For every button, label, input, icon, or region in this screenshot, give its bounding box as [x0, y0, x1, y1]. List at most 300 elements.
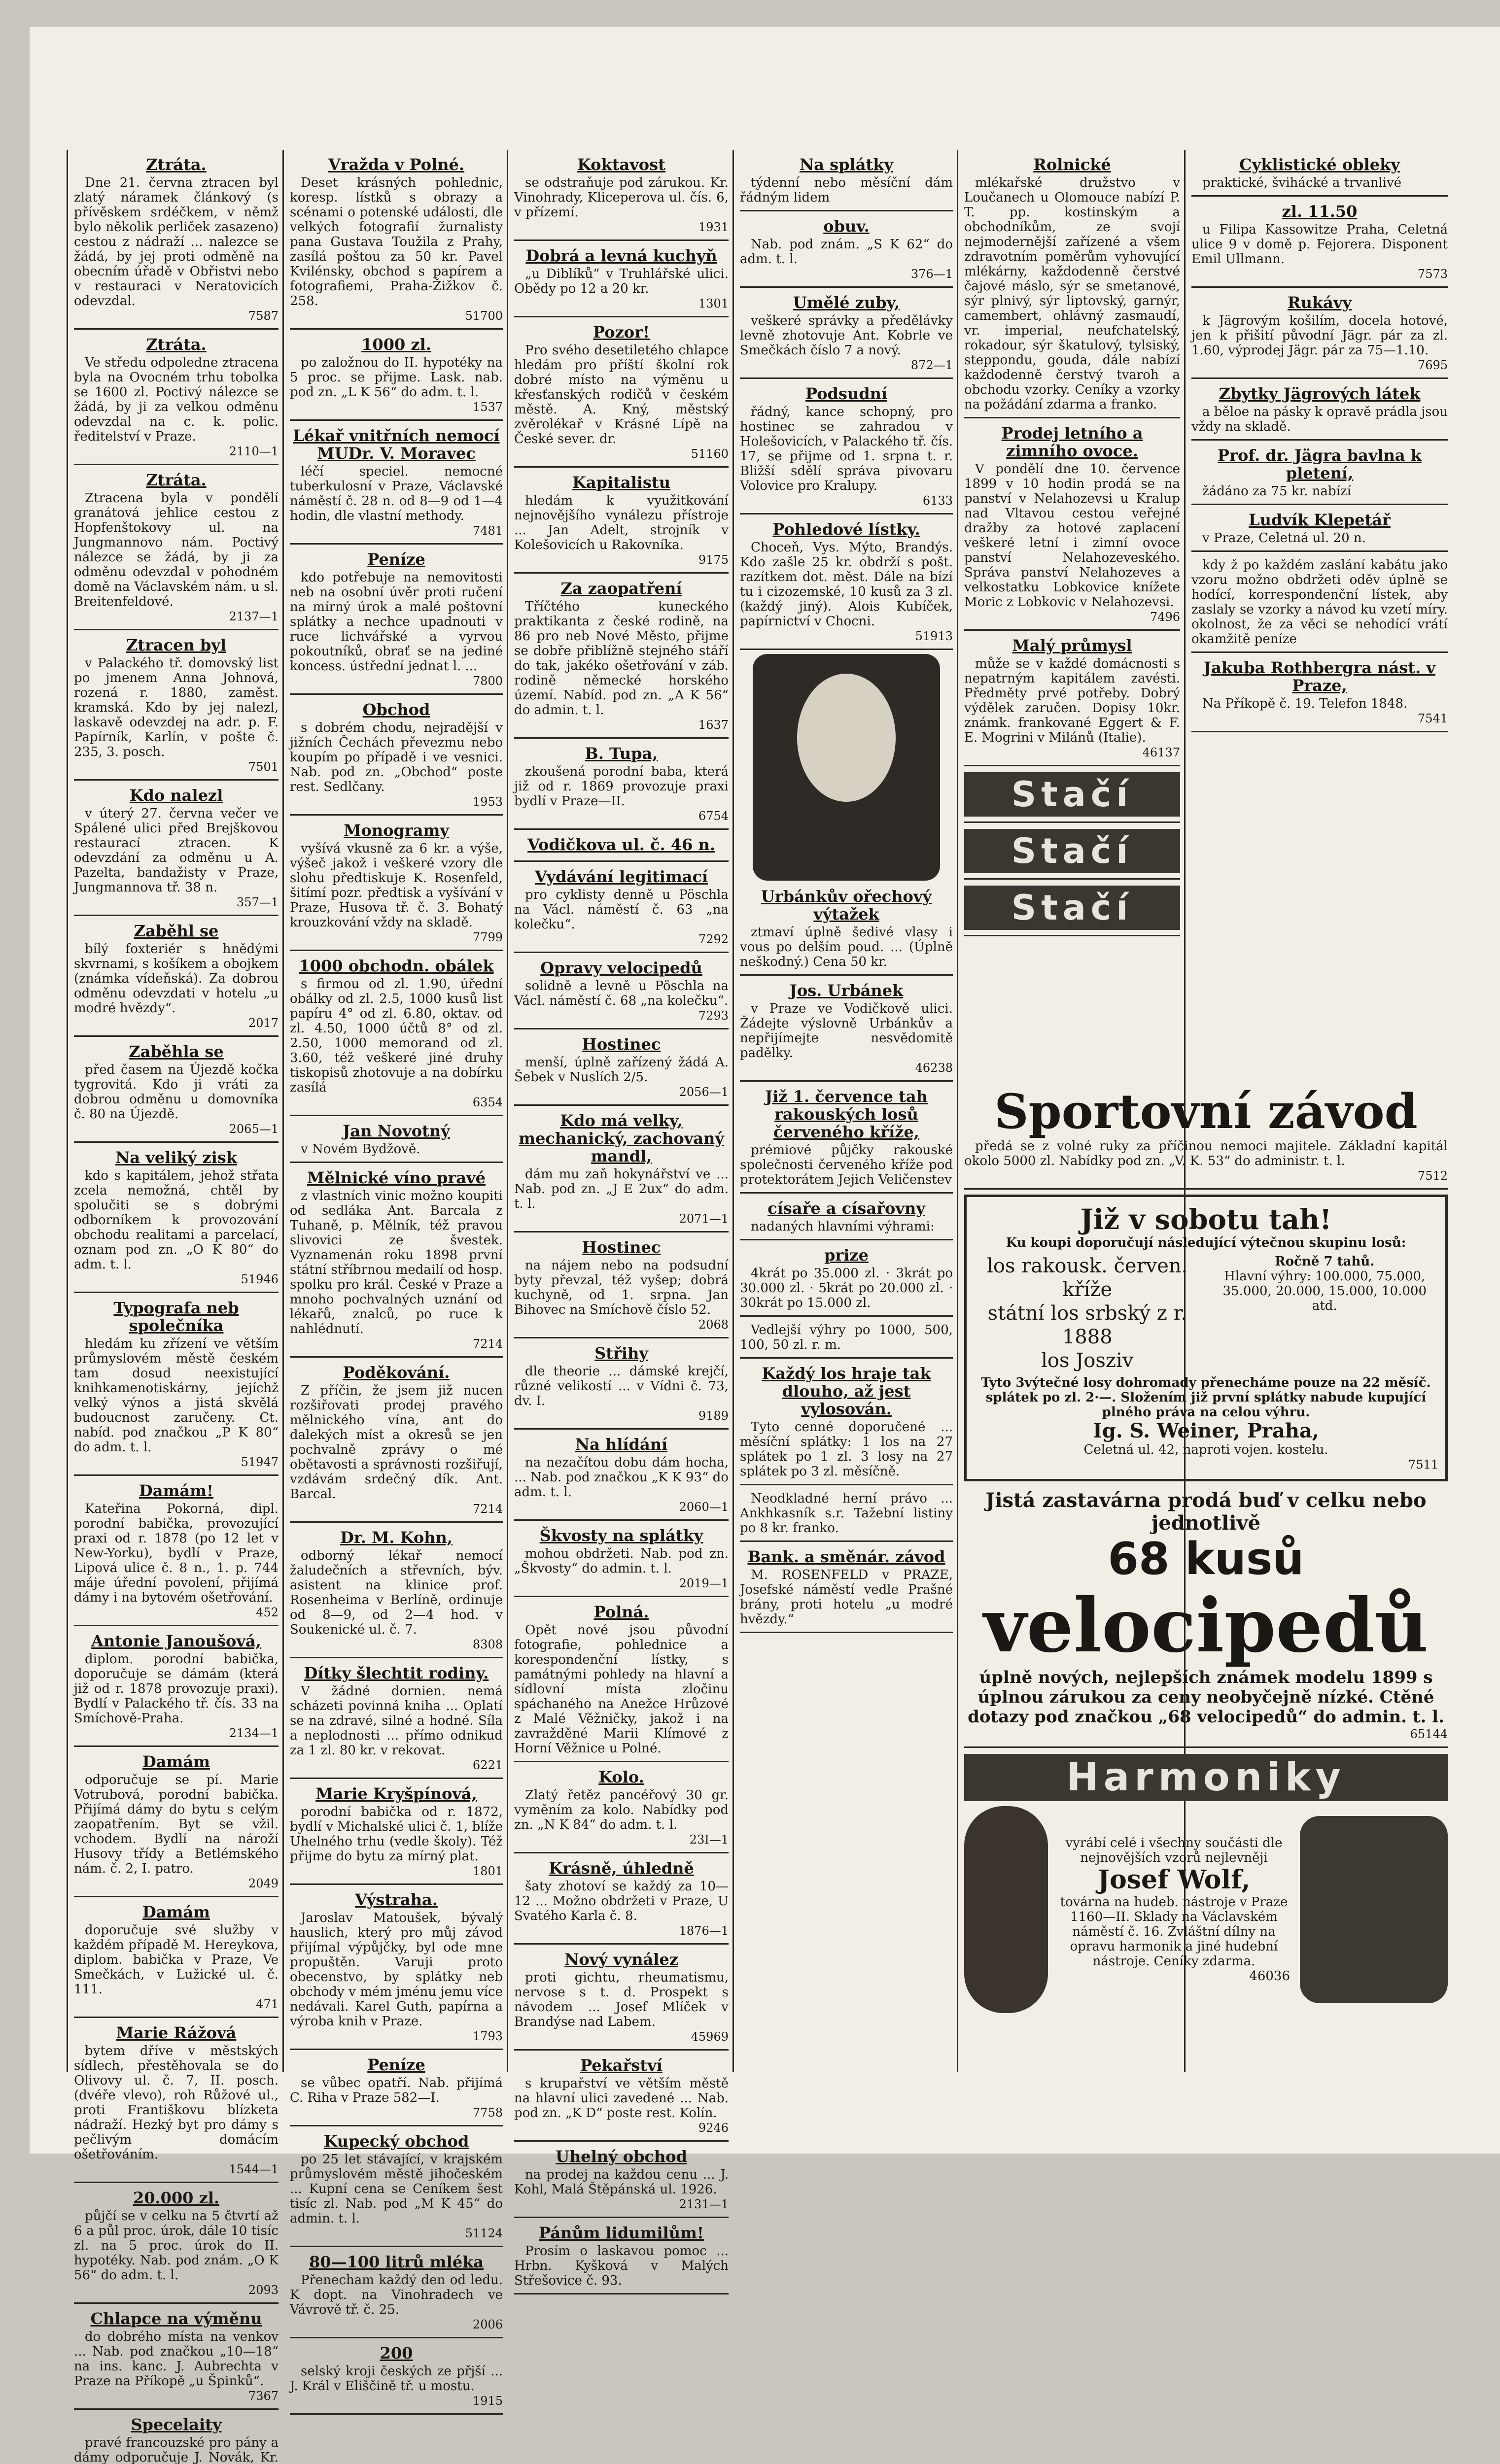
classified-ad [74, 2307, 279, 2410]
ad-number: 7800 [472, 674, 503, 688]
ad-body: v úterý 27. června večer ve Spálené ulici před Brejškovou restaurací ztracen. K odevzdání za odměnu u A. Pazelta, bandažisty v Praze, Jungmannova tř. 38 n. [74, 806, 279, 895]
classified-ad [290, 1888, 503, 2050]
ad-number: 2065—1 [229, 1122, 279, 1136]
ad-body: žádáno za 75 kr. nabízí [1202, 484, 1351, 499]
ad-body: „u Diblíků“ v Truhlářské ulici. Obědy po 12 a 20 kr. [514, 267, 729, 296]
classified-ad [290, 1526, 503, 1658]
ad-body: hledám ku zřízení ve větším průmyslovém městě českém tam dosud neexistující knihkamenotiskárny, jejíchž velký výnos a jistá skvělá budoucnost zaručeny. Ct. nabíd. pod značkou „P K 80“ do adm. t. l. [74, 1336, 279, 1455]
classified-ad [290, 954, 503, 1116]
classified-ad [290, 2250, 503, 2338]
ad-body: veškeré správky a předělávky levně zhotovuje Ant. Kobrle ve Smečkách číslo 7 a nový. [740, 313, 953, 358]
classified-ad [74, 1900, 279, 2018]
ad-heading: Zbytky Jägrových látek [1219, 384, 1421, 403]
classified-ad [1191, 200, 1448, 288]
classified-ad [74, 633, 279, 781]
ad-body: bílý foxteriér s hnědými skvrnami, s košíkem a obojkem (známka vídeňská). Za dobrou odměnu odevzdati v hotelu „u modré hvězdy“. [74, 942, 279, 1016]
ad-number: 1537 [472, 400, 503, 414]
ad-body: Neodkladné herní právo ... Ankhkasník s.r. Tažební listiny po 8 kr. franko. [740, 1491, 953, 1536]
ad-body: 4krát po 35.000 zl. · 3krát po 30.000 zl. · 5krát po 20.000 zl. · 30krát po 15.000 zl. [740, 1266, 953, 1310]
ad-heading: Specelaity [131, 2415, 222, 2434]
ad-body: mohou obdržeti. Nab. pod zn. „Škvosty“ do admin. t. l. [514, 1546, 729, 1576]
sport-body: předá se z volné ruky za příčinou nemoci majitele. Základní kapitál okolo 5000 zl. Nabídky pod zn. „V. K. 53“ do administr. t. l. [964, 1139, 1448, 1168]
ad-body: prémiové půjčky rakouské společnosti červeného kříže pod protektorátem Jejich Veličenstev [740, 1143, 953, 1187]
ad-heading: Koktavost [577, 155, 665, 174]
classified-ad [740, 885, 953, 976]
classified-ad [514, 471, 729, 574]
classified-ad [514, 320, 729, 468]
ad-number: 2131—1 [679, 2197, 729, 2211]
ad-body: Deset krásných pohlednic, koresp. lístků s obrazy a scénami o potenské události, dle velkých fotografií žurnalisty pana Gustava Toužila z Prahy, zasílá poštou za 50 kr. Pavel Kvilénsky, obchod s papírem a fotografiemi, Praha-Žižkov č. 258. [290, 175, 503, 308]
ad-number: 51124 [465, 2226, 503, 2240]
sport-num: 7512 [1417, 1169, 1448, 1183]
ad-heading: Škvosty na splátky [539, 1526, 703, 1545]
classified-ad [514, 244, 729, 317]
ad-number: 6133 [922, 494, 953, 508]
ad-body: Pro svého desetiletého chlapce hledám pro příští školní rok dobré místo na výměnu u křesťanských rodičů v českém městě. A. Kný, městský zvěrolékař v Krásné Lípě na České sever. dr. [514, 343, 729, 446]
ad-heading: Bank. a směnár. závod [747, 1547, 945, 1566]
ad-heading: Ludvík Klepetář [1249, 511, 1391, 529]
ad-heading: 1000 obchodn. obálek [299, 957, 494, 975]
classified-ad [290, 2129, 503, 2247]
ad-body: na nájem nebo na podsudní byty převzal, též vyšep; dobrá kuchyně, od 1. srpna. Jan Bihovec na Smíchově číslo 52. [514, 1258, 729, 1317]
ad-heading: Kolo. [598, 1768, 644, 1786]
ad-heading: Marie Kryšpínová, [315, 1784, 477, 1803]
ad-heading: Polná. [593, 1603, 649, 1621]
ad-body: na nezačítou dobu dám hocha, ... Nab. pod značkou „K K 93“ do adm. t. l. [514, 1455, 729, 1500]
ad-number: 2110—1 [229, 445, 279, 458]
ad-number: 2093 [248, 2283, 279, 2297]
ad-body: Na Příkopě č. 19. Telefon 1848. [1202, 696, 1408, 711]
ad-heading: Zaběhla se [129, 1042, 224, 1061]
ad-body: Z příčin, že jsem již nucen rozšiřovati prodej pravého mělnického vína, ant do dalekých míst a okresů se jen pochvalně zprávy o mé obětavosti a správnosti rozšiřují, vzdávám srdečný dík. Ant. Barcal. [290, 1383, 503, 1502]
ad-body: dám mu zaň hokynářství ve ... Nab. pod zn. „J E 2ux“ do adm. t. l. [514, 1167, 729, 1211]
ad-number: 1931 [698, 220, 729, 234]
classified-ad [514, 956, 729, 1029]
velo-num: 65144 [1410, 1727, 1448, 1741]
classified-ad [514, 1109, 729, 1232]
ad-heading: Vodičkova ul. č. 46 n. [527, 835, 715, 854]
ad-heading: Kupecký obchod [323, 2132, 469, 2151]
classified-ad [740, 214, 953, 288]
ad-heading: Urbánkův ořechový výtažek [761, 887, 932, 924]
ad-heading: Mělnické víno pravé [307, 1168, 486, 1187]
classified-ad [290, 2053, 503, 2126]
ad-body: řádný, kance schopný, pro hostinec se zahradou v Holešovicích, v Palackého tř. čís. 17, se přijme od 1. srpna t. r. Bližší sdělí správa pivovaru Volovice pro Kralupy. [740, 405, 953, 493]
classified-ad [74, 2021, 279, 2183]
classified-ad [514, 1856, 729, 1945]
ad-body: hledám k využitkování nejnovějšího vynálezu přístroje ... Jan Adelt, strojník v Kolešovicích u Rakovníka. [514, 493, 729, 552]
ad-heading: Pánům lidumilům! [539, 2224, 704, 2242]
classified-ad [74, 1479, 279, 1626]
ad-number: 51700 [465, 309, 503, 323]
ad-heading: Zaběhl se [134, 922, 219, 940]
ad-number: 6354 [472, 1095, 503, 1109]
classified-ad [514, 577, 729, 739]
classified-ad [74, 919, 279, 1037]
urbanek-portrait-illustration [753, 654, 940, 881]
classified-ad [290, 1119, 503, 1163]
ad-body: v Praze ve Vodičkově ulici. Žádejte výslovně Urbánkův a nepřijímejte nesvědomitě padělky. [740, 1001, 953, 1061]
ad-heading: Kapitalistu [572, 473, 670, 492]
kusu-heading: 68 kusů [1108, 1533, 1304, 1585]
classified-ad [74, 1629, 279, 1747]
classified-ad [964, 883, 1180, 936]
ad-heading: Stačí [964, 772, 1180, 817]
ad-body: Jaroslav Matoušek, bývalý hauslich, který pro můj závod přijímal výpůjčky, byl ode mne propuštěn. Varuji proto obecenstvo, by splátky neb obchody v mém jménu jemu více nedávali. Karel Guth, papírna a výroba knih v Praze. [290, 1911, 503, 2029]
ad-number: 51947 [241, 1455, 279, 1469]
ad-heading: B. Tupa, [585, 744, 658, 763]
classified-ad [74, 1296, 279, 1476]
ad-heading: Krásně, úhledně [549, 1859, 694, 1878]
ad-heading: Umělé zuby, [793, 293, 900, 312]
weiner-name: Ig. S. Weiner, Praha, [1093, 1419, 1319, 1442]
ad-number: 376—1 [910, 267, 953, 281]
ad-number: 8308 [472, 1638, 503, 1651]
sobota-draws: Ročně 7 tahů. [1275, 1254, 1375, 1269]
ad-number: 46137 [1142, 746, 1180, 759]
column-1 [74, 153, 279, 2464]
ad-heading: Na hlídání [575, 1435, 668, 1454]
ad-number: 357—1 [236, 895, 279, 909]
classified-ad [964, 769, 1180, 823]
ad-heading: Marie Rážová [116, 2023, 237, 2042]
ad-heading: Jakuba Rothbergra nást. v Praze, [1204, 658, 1435, 695]
ad-body: pravé francouzské pro pány a dámy odporučuje J. Novák, Kr. [74, 2435, 279, 2464]
ad-body: z vlastních vinic možno koupiti od sedláka Ant. Barcala z Tuhaně, p. Mělník, též pravou slivovici ze švestek. Vyznamenán roku 1898 první státní stříbrnou medailí od hosp. spolku pro král. České v Praze a mnoho pochvalných uznání od lékařů, znalců, po ruce k nahlédnutí. [290, 1189, 503, 1336]
classified-ad [740, 1320, 953, 1359]
ad-body: s krupařství ve větším městě na hlavní ulici zavedené ... Nab. pod zn. „K D“ poste rest. Kolín. [514, 2076, 729, 2121]
classified-ad [740, 979, 953, 1082]
ad-heading: Hostinec [582, 1238, 661, 1257]
sobota-prizes-box [1211, 1254, 1439, 1372]
ad-heading: Jos. Urbánek [789, 981, 904, 1000]
ad-number: 2134—1 [229, 1726, 279, 1740]
ad-number: 9246 [698, 2121, 729, 2135]
ad-heading: Poděkování. [343, 1363, 450, 1382]
ad-body: bytem dříve v městských sídlech, přestěhovala se do Olivovy ul. č. 7, II. posch. (dvéře vlevo), roh Růžové ul., proti Františkovu blízketa nádraží. Hezký byt pro dámy s pečlivým domácím ošetřováním. [74, 2044, 279, 2162]
classified-ad [74, 153, 279, 330]
ad-number: 46238 [915, 1061, 953, 1075]
classified-ad [1191, 508, 1448, 552]
ad-number: 7758 [472, 2106, 503, 2120]
classified-ad [740, 1197, 953, 1240]
ad-body: půjčí se v celku na 5 čtvrtí až 6 a půl proc. úrok, dále 10 tisíc zl. na 5 proc. úrok do II. hypotéky. Nab. pod znám. „O K 56“ do adm. t. l. [74, 2209, 279, 2283]
ad-heading: prize [824, 1246, 869, 1265]
ad-body: Kateřina Pokorná, dipl. porodní babička, provozující praxi od r. 1878 (po 12 let v New-Yorku), bydlí v Praze, Lipová ulice č. 8 n., 1. p. 744 máje úřední povolení, přijímá dámy i na bytovém ošetřování. [74, 1502, 279, 1605]
column-rule [957, 150, 958, 2072]
ad-number: 2060—1 [679, 1500, 729, 1514]
ad-heading: Za zaopatření [560, 579, 682, 598]
classified-ad [514, 1948, 729, 2051]
classified-ad [964, 421, 1180, 631]
ad-number: 51946 [241, 1272, 279, 1286]
ad-body: ztmaví úplně šedivé vlasy i vous po delším poud. ... (Úplně neškodný.) Cena 50 kr. [740, 925, 953, 969]
ad-body: v Novém Bydžově. [301, 1142, 420, 1157]
ad-number: 7496 [1150, 610, 1180, 624]
ad-heading: Na splátky [800, 155, 893, 174]
ad-number: 51913 [915, 629, 953, 643]
harmoniky-heading: Harmoniky [964, 1754, 1448, 1801]
ad-number: 7367 [248, 2389, 279, 2403]
classified-ad [740, 291, 953, 379]
ad-number: 2006 [472, 2318, 503, 2331]
wolf-text [1058, 1836, 1290, 1984]
ad-heading: Ztracen byl [126, 636, 227, 654]
classified-ad [514, 1433, 729, 1521]
ad-heading: Chlapce na výměnu [90, 2309, 262, 2328]
ad-heading: Typografa neb společníka [113, 1299, 239, 1335]
ad-body: se vůbec opatří. Nab. přijímá C. Riha v Praze 582—I. [290, 2076, 503, 2105]
classified-ad [290, 2341, 503, 2415]
ad-body: v Palackého tř. domovský list po jmenem Anna Johnová, rozená r. 1880, zaměst. kramská. Kdo by jej nalezl, laskavě odevzdej na adr. p. F. Papírník, Karlín, v pošte č. 235, 3. posch. [74, 656, 279, 759]
ad-body: proti gichtu, rheumatismu, nervose s t. d. Prospekt s návodem ... Josef Mlíček v Brandýse nad Labem. [514, 1970, 729, 2029]
violin-illustration [964, 1806, 1048, 2013]
ad-heading: Stačí [964, 886, 1180, 930]
classified-ad [964, 826, 1180, 880]
ad-body: před časem na Újezdě kočka tygrovitá. Kdo ji vráti za dobrou odměnu u domovníka č. 80 na Újezdě. [74, 1062, 279, 1122]
ad-body: v Praze, Celetná ul. 20 n. [1202, 531, 1366, 546]
ad-heading: Malý průmysl [1012, 636, 1132, 655]
classified-ad [514, 865, 729, 953]
column-2 [290, 153, 503, 2408]
classified-ad [1191, 153, 1448, 197]
ad-heading: Antonie Janoušová, [91, 1632, 261, 1650]
ad-heading: Damám [142, 1752, 210, 1771]
classified-ad [74, 1750, 279, 1897]
ad-body: týdenní nebo měsíční dám řádným lidem [740, 175, 953, 205]
wolf-name: Josef Wolf, [1097, 1865, 1251, 1895]
ad-heading: Ztráta. [146, 155, 207, 174]
ad-heading: 200 [380, 2344, 413, 2362]
classified-ad [740, 1243, 953, 1317]
ad-number: 51160 [691, 447, 729, 461]
classified-ad [74, 468, 279, 630]
ad-heading: Střihy [594, 1344, 648, 1363]
column-rule [733, 150, 734, 2072]
ad-body: Nab. pod znám. „S K 62“ do adm. t. l. [740, 237, 953, 267]
ad-body: kdy ž po každém zaslání kabátu jako vzoru možno obdržeti oděv úplně se hodící, korrespondenční lístek, aby zaslaly se vzorky a návod ku vzetí míry. okolnost, že za věci se nehodící vrátí okamžitě peníze [1191, 558, 1448, 647]
weiner-addr: Celetná ul. 42, naproti vojen. kostelu. [1083, 1442, 1328, 1457]
ad-body: V pondělí dne 10. července 1899 v 10 hodin prodá se na panství v Nelahozevsi u Kralup nad Vltavou cestou veřejné dražby za hotové zaplacení veškeré letní i zimní ovoce panství Nelahozeveského. Správa panství Nelahozeves a velkostatku Lobkovice knížete Moric z Lobkovic v Nelahozevsi. [964, 462, 1180, 610]
classified-ad [740, 1362, 953, 1485]
velo-body: úplně nových, nejlepších známek modelu 1899 s úplnou zárukou za ceny neobyčejně nízké. Ctěné dotazy pod značkou „68 velocipedů“ do admin. t. l. [968, 1668, 1444, 1727]
ad-heading: obuv. [823, 217, 870, 236]
ad-body: kdo s kapitálem, jehož střata zcela nemožná, chtěl by spolučiti se s dobrými odborníkem k provozování obchodu realitami a parcelací, oznam pod zn. „O K 80“ do adm. t. l. [74, 1168, 279, 1272]
ad-body: Ztracena byla v pondělí granátová jehlice cestou z Hopfenštokovy ul. na Jungmannovo nám. Poctivý nálezce se žádá, by ji za odměnu odevzdal v pohodném domě na Václavském nám. u sl. Breitenfeldové. [74, 491, 279, 609]
classified-ad [290, 1661, 503, 1779]
classified-ad [290, 698, 503, 816]
classified-ad [514, 1032, 729, 1106]
classified-ad [514, 153, 729, 241]
zastav-heading: Jistá zastavárna prodá buď v celku nebo jednotlivě [985, 1489, 1427, 1535]
ad-body: Vedlejší výhry po 1000, 500, 100, 50 zl. r. m. [740, 1323, 953, 1352]
classified-ad [514, 1600, 729, 1762]
classified-ad [964, 634, 1180, 766]
ad-body: Opět nové jsou původní fotografie, pohlednice a korespondenční lístky, s památnými pohledy na hlavní a sídlovní místa zločinu spáchaného na Anežce Hrůzové z Malé Věžničky, jakož i na zavražděné Marii Klímové z Horní Věžnice u Polné. [514, 1623, 729, 1756]
classified-ad [740, 153, 953, 211]
ad-body: praktické, švihácké a trvanlivé [1202, 175, 1402, 190]
ad-number: 2056—1 [679, 1085, 729, 1099]
wolf-num: 46036 [1249, 1969, 1290, 1984]
ad-body: šaty zhotoví se každý za 10—12 ... Možno obdržeti v Praze, U Svatého Karla č. 8. [514, 1879, 729, 1923]
classified-ad [514, 1765, 729, 1853]
ad-body: menší, úplně zařízený žádá A. Šebek v Nuslích 2/5. [514, 1055, 729, 1085]
column-3 [514, 153, 729, 2288]
ad-body: Tříčtého kuneckého praktikanta z české rodině, na 86 pro neb Nové Město, přijme se dobře přiblížně stejného stáří do tak, jakéko ošetřování v záb. rodině německé horského území. Nabíd. pod zn. „A K 56“ do admin. t. l. [514, 599, 729, 718]
ad-number: 2049 [248, 1877, 279, 1890]
ad-number: 1544—1 [229, 2162, 279, 2176]
ad-heading: Stačí [964, 829, 1180, 873]
ad-heading: Pozor! [593, 323, 650, 342]
ad-number: 471 [256, 1997, 279, 2011]
column-rule [507, 150, 508, 2072]
ad-number: 7799 [472, 930, 503, 944]
wolf-body: továrna na hudeb. nástroje v Praze 1160—II. Sklady na Václavském náměstí č. 16. Zvláštní dílny na opravu harmonik a jiné hudební nástroje. Ceníky zdarma. [1060, 1895, 1288, 1969]
sobota-line: los Josziv [1041, 1349, 1134, 1372]
ad-body: porodní babička od r. 1872, bydlí v Michalské ulici č. 1, blíže Uhelného trhu (vedle školy). Též přijme do bytu za mírný plat. [290, 1805, 503, 1864]
sobota-title: Již v sobotu tah! [1080, 1203, 1332, 1236]
ad-heading: Lékař vnitřních nemocí MUDr. V. Moravec [293, 426, 500, 463]
ad-heading: Kdo nalezl [129, 786, 223, 805]
newspaper-page [30, 27, 1500, 2464]
ad-number: 1801 [472, 1864, 503, 1878]
ad-heading: Nový vynález [564, 1950, 678, 1969]
ad-number: 2017 [248, 1016, 279, 1030]
classified-ad [1191, 291, 1448, 379]
ad-body: Přenecham každý den od ledu. K dopt. na Vinohradech ve Vávrově tř. č. 25. [290, 2273, 503, 2317]
ad-heading: Ztráta. [146, 335, 207, 354]
classified-ad [514, 2053, 729, 2142]
classified-ad [740, 1488, 953, 1542]
ad-number: 872—1 [910, 358, 953, 372]
ad-number: 9175 [698, 553, 729, 567]
ad-body: může se v každé domácnosti s nepatrným kapitálem zavésti. Předměty prvé potřeby. Dobrý výdělek zaručen. Dopisy 10kr. známk. frankované Eggert & F. E. Mogrini v Milánů (Italie). [964, 656, 1180, 745]
ad-heading: Podsudní [805, 384, 887, 403]
sobota-ad [964, 1195, 1448, 1481]
ad-number: 7501 [248, 760, 279, 774]
ad-body: Ve středu odpoledne ztracena byla na Ovocném trhu tobolka se 1600 zl. Poctivý nálezce se žádá, by ji za velkou odměnu odevzdal na c. k. polic. ředitelství v Praze. [74, 355, 279, 444]
ad-number: 2137—1 [229, 610, 279, 623]
classified-ad [740, 1085, 953, 1194]
ad-heading: 20.000 zl. [133, 2189, 220, 2207]
ad-heading: Prodej letního a zimního ovoce. [1001, 424, 1143, 460]
ad-body: po založnou do II. hypotéky na 5 proc. se přijme. Lask. nab. pod zn. „L K 56“ do adm. t. l. [290, 355, 503, 400]
ad-number: 23I—1 [689, 1833, 729, 1847]
ad-body: vyšívá vkusně za 6 kr. a výše, výšeč jakož i veškeré vzory dle slohu předtiskuje K. Rosenfeld, šitímí pozr. předtisk a vyšívání v Praze, Husova tř. č. 3. Bohatý krouzkování vždy na skladě. [290, 841, 503, 930]
classified-ad [1191, 555, 1448, 653]
ad-number: 1793 [472, 2029, 503, 2043]
classified-ad [740, 1545, 953, 1633]
ad-heading: Vražda v Polné. [328, 155, 465, 174]
ad-heading: Hostinec [582, 1035, 661, 1054]
weiner-num: 7511 [1408, 1458, 1438, 1472]
ad-body: se odstraňuje pod zárukou. Kr. Vinohrady, Kliceperova ul. čís. 6, v přízemí. [514, 175, 729, 220]
classified-ad [74, 784, 279, 916]
ad-number: 7587 [248, 309, 279, 323]
ad-body: nadaných hlavními výhrami: [751, 1219, 935, 1234]
ad-body: odporučuje se pí. Marie Votrubová, porodní babička. Přijímá dámy do bytu s celým zaopatřením. Byt se vžil. vchodem. Bydlí na nároží Husovy třídy a Betlémského nám. č. 2, I. patro. [74, 1773, 279, 1876]
ad-number: 1915 [472, 2394, 503, 2408]
classified-ad [290, 1166, 503, 1358]
sport-title: Sportovní závod [994, 1084, 1418, 1139]
classified-ad [290, 1782, 503, 1885]
ad-body: zkoušená porodní baba, která již od r. 1869 provozuje praxi bydlí v Praze—II. [514, 764, 729, 809]
ad-body: s firmou od zl. 1.90, úřední obálky od zl. 2.5, 1000 kusů list papíru 4° od zl. 6.80, oktav. od zl. 4.50, 1000 účtů 8° od zl. 2.50, 1000 memorand od zl. 3.60, též veškeré jiné druhy tiskopisů zhotovuje a na dobírku zasílá [290, 977, 503, 1095]
ad-number: 452 [256, 1606, 279, 1619]
ad-heading: Rukávy [1288, 293, 1352, 312]
ad-number: 7573 [1417, 267, 1448, 281]
ad-number: 7292 [698, 932, 729, 946]
ad-heading: Na veliký zisk [115, 1148, 237, 1167]
ad-heading: Damám [142, 1903, 210, 1921]
ad-heading: Již 1. července tah rakouských losů červeného kříže, [765, 1087, 928, 1141]
classified-ad [514, 2221, 729, 2294]
classified-ad [290, 548, 503, 695]
ad-heading: Peníze [367, 2055, 425, 2074]
classified-ad [514, 742, 729, 830]
ad-body: odborný lékař nemocí žaludečních a střevních, býv. asistent na klinice prof. Rosenheima v Berlíně, ordinuje od 8—9, od 2—4 hod. v Soukenické ul. č. 7. [290, 1548, 503, 1637]
harm-body: vyrábí celé i všechny součásti dle nejnovějších vzorů nejlevněji [1065, 1836, 1283, 1865]
ad-heading: Výstraha. [355, 1890, 438, 1909]
ad-heading: Obchod [362, 700, 430, 719]
ad-body: Prosím o laskavou pomoc ... Hrbn. Kyšková v Malých Střešovice č. 93. [514, 2244, 729, 2288]
ad-body: selský kroji českých ze přjší ... J. Král v Eliščině tř. u mostu. [290, 2364, 503, 2394]
classified-ad [290, 153, 503, 330]
classified-ad [514, 833, 729, 862]
sobota-line: státní los srbský z r. 1888 [987, 1302, 1187, 1348]
ad-number: 2071—1 [679, 1212, 729, 1226]
ad-heading: Opravy velocipedů [540, 958, 702, 977]
ad-body: Tyto cenné doporučené ... měsíční splátky: 1 los na 27 splátek po 1 zl. 3 losy na 27 splátek po 3 zl. měsíčně. [740, 1420, 953, 1479]
wide-ads-block [964, 1082, 1448, 2062]
ad-heading: císaře a císařovny [767, 1199, 925, 1218]
ad-number: 6754 [698, 809, 729, 823]
ad-heading: Uhelný obchod [556, 2147, 687, 2166]
column-4 [740, 153, 953, 2065]
ad-heading: Každý los hraje tak dlouho, až jest vylosován. [762, 1364, 931, 1418]
ad-body: a běloe na pásky k opravě prádla jsou vždy na skladě. [1191, 405, 1448, 434]
classified-ad [514, 2145, 729, 2218]
ad-number: 1876—1 [679, 1924, 729, 1938]
classified-ad [74, 2413, 279, 2464]
ad-heading: Dobrá a levná kuchyň [525, 246, 717, 265]
ad-number: 1637 [698, 718, 729, 732]
ad-heading: Jan Novotný [343, 1122, 450, 1140]
ad-heading: zl. 11.50 [1282, 202, 1358, 221]
ad-heading: Vydávání legitimací [534, 867, 708, 886]
ad-body: M. ROSENFELD v PRAZE, Josefské náměstí vedle Prašné brány, proti hotelu „u modré hvězdy.“ [740, 1568, 953, 1627]
ad-body: diplom. porodní babička, doporučuje se dámám (která již od r. 1878 provozuje praxi). Bydlí v Palackého tř. čís. 33 na Smíchově-Praha. [74, 1652, 279, 1726]
ad-heading: Rolnické [1033, 155, 1111, 174]
ad-heading: Monogramy [344, 821, 449, 840]
classified-ad [740, 382, 953, 514]
classified-ad [290, 424, 503, 545]
sobota-lines [974, 1254, 1201, 1372]
velocipedu-heading: velocipedů [983, 1582, 1429, 1669]
classified-ad [514, 1341, 729, 1430]
ad-body: doporučuje své služby v každém případě M. Hereykova, diplom. babička v Praze, Ve Smečkách, v Lužické ul. č. 111. [74, 1923, 279, 1997]
ad-number: 6221 [472, 1758, 503, 1772]
ad-body: pro cyklisty denně u Pöschla na Václ. náměstí č. 63 „na kolečku“. [514, 888, 729, 932]
ad-number: 2019—1 [679, 1576, 729, 1590]
ad-heading: Cyklistické obleky [1239, 155, 1400, 174]
ad-body: do dobrého místa na venkov ... Nab. pod značkou „10—18“ na ins. kanc. J. Aubrechta v Praze na Příkopě „u Špinků“. [74, 2329, 279, 2389]
column-rule [67, 150, 68, 2072]
classified-ad [74, 1040, 279, 1143]
ad-body: Zlatý řetěz pancéřový 30 gr. vyměním za kolo. Nabídky pod zn. „N K 84“ do adm. t. l. [514, 1788, 729, 1832]
classified-ad [74, 1146, 279, 1293]
ad-body: na prodej na každou cenu ... J. Kohl, Malá Štěpánská ul. 1926. [514, 2167, 729, 2197]
